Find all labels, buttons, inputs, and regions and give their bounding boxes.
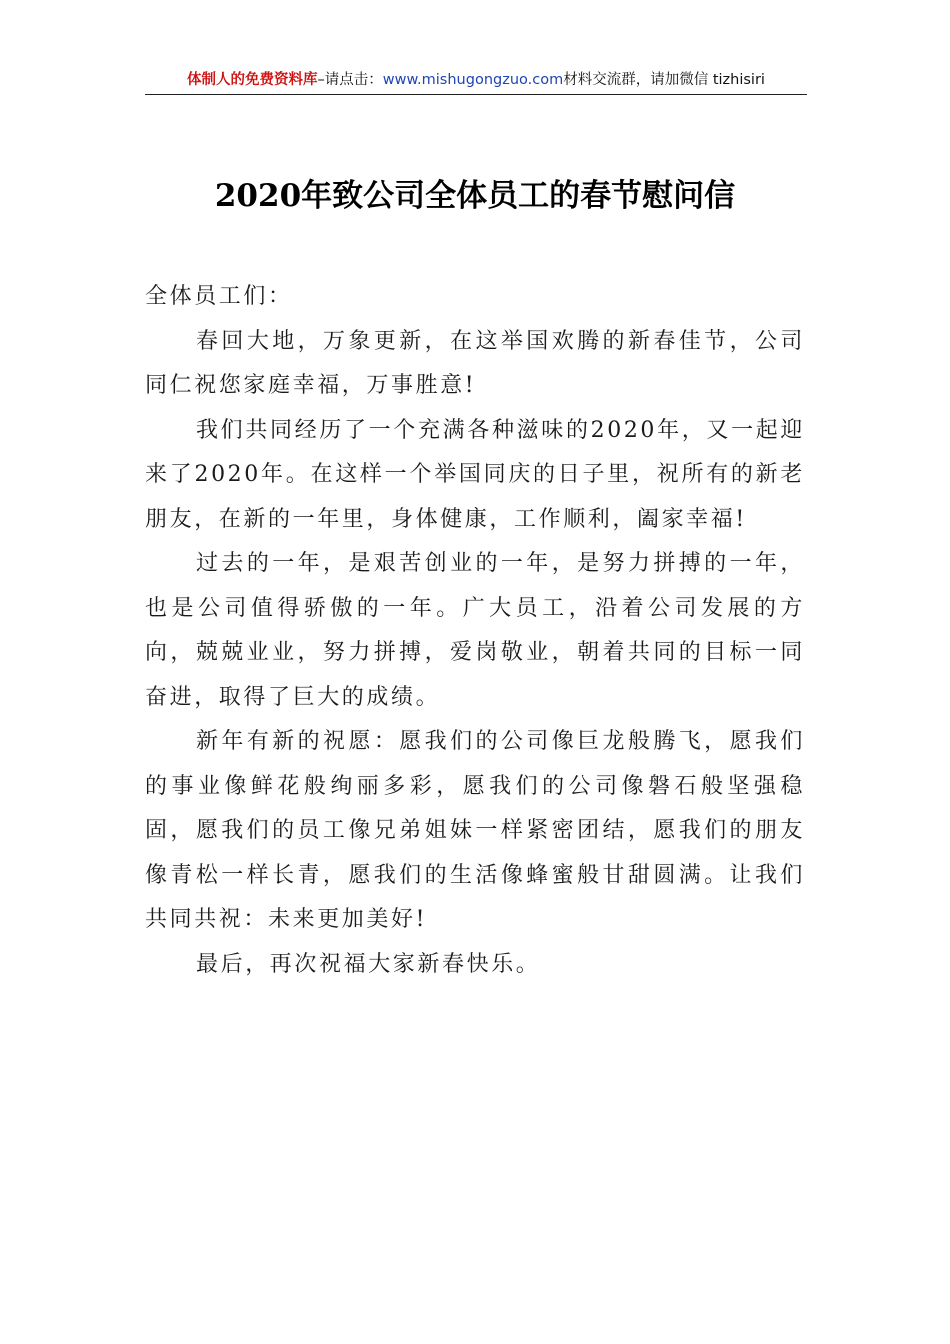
- paragraph-2: 我们共同经历了一个充满各种滋味的2020年，又一起迎来了2020年。在这样一个举国同庆的日子里，祝所有的新老朋友，在新的一年里，身体健康，工作顺利，阖家幸福!: [145, 417, 805, 532]
- salutation: 全体员工们：: [145, 284, 293, 309]
- paragraph-1: 春回大地，万象更新，在这举国欢腾的新春佳节，公司同仁祝您家庭幸福，万事胜意!: [145, 328, 805, 398]
- page-header: [145, 68, 807, 95]
- letter-body: [145, 275, 805, 987]
- paragraph-3: 过去的一年，是艰苦创业的一年，是努力拼搏的一年，也是公司值得骄傲的一年。广大员工，沿着公司发展的方向，兢兢业业，努力拼搏，爱岗敬业，朝着共同的目标一同奋进，取得了巨大的成绩。: [145, 551, 805, 710]
- paragraph-5: 最后，再次祝福大家新春快乐。: [196, 951, 541, 977]
- header-prompt: –请点击：: [317, 72, 383, 88]
- document-title: 2020年致公司全体员工的春节慰问信: [214, 178, 736, 214]
- header-brand: 体制人的免费资料库: [187, 72, 318, 88]
- header-suffix: 材料交流群，请加微信 tizhisiri: [563, 72, 765, 88]
- paragraph-4: 新年有新的祝愿：愿我们的公司像巨龙般腾飞，愿我们的事业像鲜花般绚丽多彩，愿我们的公司像磐石般坚强稳固，愿我们的员工像兄弟姐妹一样紧密团结，愿我们的朋友像青松一样长青，愿我们的生活像蜂蜜般甘甜圆满。让我们共同共祝：未来更加美好!: [145, 729, 805, 932]
- header-url-link[interactable]: www.mishugongzuo.com: [382, 72, 564, 88]
